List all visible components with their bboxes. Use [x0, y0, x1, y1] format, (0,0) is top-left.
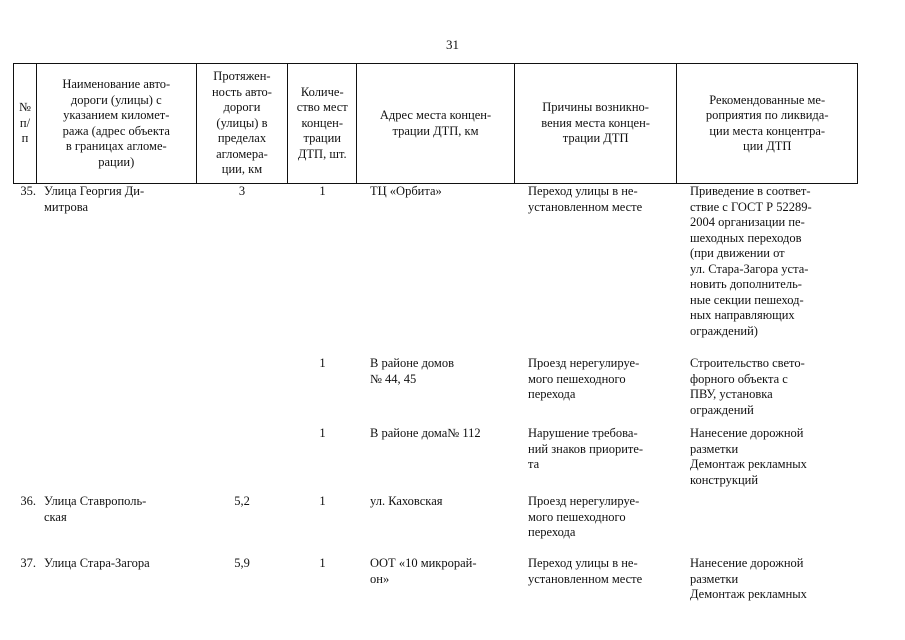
header-length: Протяжен- ность авто- дороги (улицы) в пределах агломера- ции, км: [197, 64, 289, 183]
road-length: 3: [238, 184, 246, 198]
dtp-address: В районе домов № 44, 45: [370, 356, 454, 386]
road-name: Улица Стара-Загора: [44, 556, 150, 570]
road-length: 5,9: [234, 556, 250, 570]
dtp-address: ТЦ «Орбита»: [370, 184, 442, 198]
table-header: [13, 63, 858, 184]
dtp-count: 1: [319, 494, 326, 508]
dtp-measure: Строительство свето- форного объекта с ПВУ, установка ограждений: [690, 356, 805, 417]
dtp-cause: Нарушение требова- ний знаков приорите- та: [528, 426, 644, 471]
header-number: № п/п: [14, 64, 37, 183]
dtp-cause: Проезд нерегулируе- мого пешеходного перехода: [528, 494, 640, 539]
dtp-address: ООТ «10 микрорай- он»: [370, 556, 477, 586]
dtp-address: ул. Каховская: [370, 494, 443, 508]
table-body: [13, 184, 858, 640]
road-length: 5,2: [234, 494, 250, 508]
dtp-cause: Проезд нерегулируе- мого пешеходного перехода: [528, 356, 640, 401]
dtp-cause: Переход улицы в не- установленном месте: [528, 184, 643, 214]
row-number: 36.: [20, 494, 36, 508]
row-number: 35.: [20, 184, 36, 198]
road-name: Улица Георгия Ди- митрова: [44, 184, 145, 214]
dtp-count: 1: [319, 356, 326, 370]
dtp-count: 1: [319, 426, 326, 440]
road-name: Улица Ставрополь- ская: [44, 494, 147, 524]
header-count: Количе- ство мест концен- трации ДТП, шт.: [288, 64, 357, 183]
header-road-name: Наименование авто- дороги (улицы) с указанием километ- ража (адрес объекта в границах агломе- рации): [37, 64, 197, 183]
dtp-measure: Нанесение дорожной разметки Демонтаж рекламных конструкций: [690, 426, 807, 487]
dtp-count: 1: [319, 556, 326, 570]
row-number: 37.: [20, 556, 36, 570]
header-address: Адрес места концен- трации ДТП, км: [357, 64, 515, 183]
dtp-count: 1: [319, 184, 326, 198]
dtp-address: В районе дома№ 112: [370, 426, 481, 440]
dtp-measure: Нанесение дорожной разметки Демонтаж рекламных: [690, 556, 807, 601]
dtp-cause: Переход улицы в не- установленном месте: [528, 556, 643, 586]
dtp-table: [13, 63, 858, 640]
page-number: 31: [446, 37, 459, 52]
header-measures: Рекомендованные ме- роприятия по ликвида- ции места концентра- ции ДТП: [705, 92, 829, 153]
header-causes: Причины возникно- вения места концен- трации ДТП: [515, 64, 678, 183]
dtp-measure: Приведение в соответ- ствие с ГОСТ Р 52289- 2004 организации пе- шеходных переходов (при движении от ул. Стара-Загора уста- новить дополнитель- ные секции пешеход- ных направляющих ограждений): [690, 184, 812, 338]
